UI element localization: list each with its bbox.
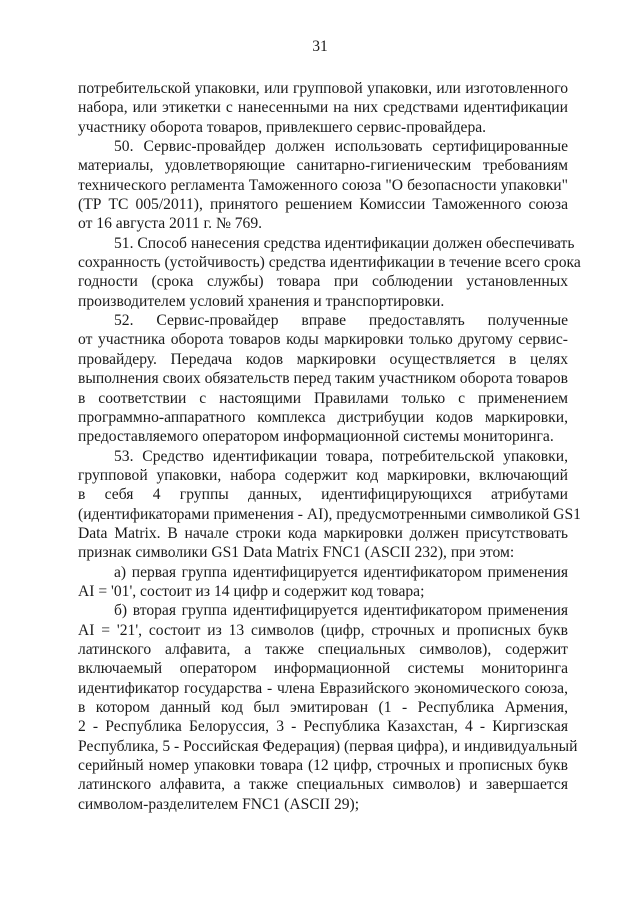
text-line: от участника оборота товаров коды маркировки только другому сервис- bbox=[78, 331, 568, 349]
text-line: материалы, удовлетворяющие санитарно-гигиеническим требованиям bbox=[78, 157, 568, 175]
text-line: включаемый оператором информационной системы мониторинга bbox=[78, 660, 568, 678]
text-line: AI = '21', состоит из 13 символов (цифр, строчных и прописных букв bbox=[78, 621, 568, 639]
text-line: 51. Способ нанесения средства идентификации должен обеспечивать bbox=[114, 234, 575, 252]
text-line: программно-аппаратного комплекса дистрибуции кодов маркировки, bbox=[78, 408, 568, 426]
text-line: Data Matrix. В начале строки кода маркировки должен присутствовать bbox=[78, 524, 568, 542]
text-line: 50. Сервис-провайдер должен использовать сертифицированные bbox=[114, 138, 568, 156]
text-line: выполнения своих обязательств перед таким участником оборота товаров bbox=[78, 370, 568, 388]
text-line: годности (срока службы) товара при соблюдении установленных bbox=[78, 273, 568, 291]
text-line: участнику оборота товаров, привлекшего сервис-провайдера. bbox=[78, 118, 487, 136]
text-line: набора, или этикетки с нанесенными на них средствами идентификации bbox=[78, 99, 568, 117]
text-line: потребительской упаковки, или групповой упаковки, или изготовленного bbox=[78, 80, 568, 97]
text-line: 53. Средство идентификации товара, потребительской упаковки, bbox=[114, 447, 568, 465]
text-line: от 16 августа 2011 г. № 769. bbox=[78, 215, 263, 233]
text-line: Республика, 5 - Российская Федерация) (первая цифра), и индивидуальный bbox=[78, 737, 578, 755]
text-line: предоставляемого оператором информационной системы мониторинга. bbox=[78, 428, 554, 446]
text-line: технического регламента Таможенного союза "О безопасности упаковки" bbox=[78, 176, 568, 194]
text-line: идентификатор государства - члена Евразийского экономического союза, bbox=[78, 679, 568, 697]
text-line: (ТР ТС 005/2011), принятого решением Комиссии Таможенного союза bbox=[78, 196, 568, 214]
page-number: 31 bbox=[312, 38, 328, 55]
text-line: символом-разделителем FNC1 (ASCII 29); bbox=[78, 795, 360, 813]
text-line: признак символики GS1 Data Matrix FNC1 (ASCII 232), при этом: bbox=[78, 544, 515, 562]
text-line: 52. Сервис-провайдер вправе предоставлять полученные bbox=[114, 312, 568, 330]
text-line: латинского алфавита, а также специальных символов), содержит bbox=[78, 640, 568, 658]
text-line: в себя 4 группы данных, идентифицирующихся атрибутами bbox=[78, 486, 568, 504]
document-body bbox=[78, 79, 581, 814]
text-line: серийный номер упаковки товара (12 цифр, строчных и прописных букв bbox=[78, 757, 568, 775]
text-line: производителем условий хранения и транспортировки. bbox=[78, 292, 445, 310]
text-line: б) вторая группа идентифицируется идентификатором применения bbox=[114, 602, 568, 620]
text-line: AI = '01', состоит из 14 цифр и содержит код товара; bbox=[78, 582, 425, 600]
text-line: в соответствии с настоящими Правилами только с применением bbox=[78, 389, 568, 407]
text-line: латинского алфавита, а также специальных символов) и завершается bbox=[78, 776, 568, 794]
text-line: а) первая группа идентифицируется идентификатором применения bbox=[114, 563, 568, 581]
text-line: в котором данный код был эмитирован (1 - Республика Армения, bbox=[78, 699, 568, 716]
text-line: (идентификаторами применения - AI), предусмотренными символикой GS1 bbox=[78, 505, 581, 523]
text-line: провайдеру. Передача кодов маркировки осуществляется в целях bbox=[78, 350, 568, 368]
text-line: групповой упаковки, набора содержит код маркировки, включающий bbox=[78, 466, 568, 484]
text-line: 2 - Республика Белоруссия, 3 - Республика Казахстан, 4 - Киргизская bbox=[78, 718, 568, 736]
text-line: сохранность (устойчивость) средства идентификации в течение всего срока bbox=[78, 254, 581, 272]
